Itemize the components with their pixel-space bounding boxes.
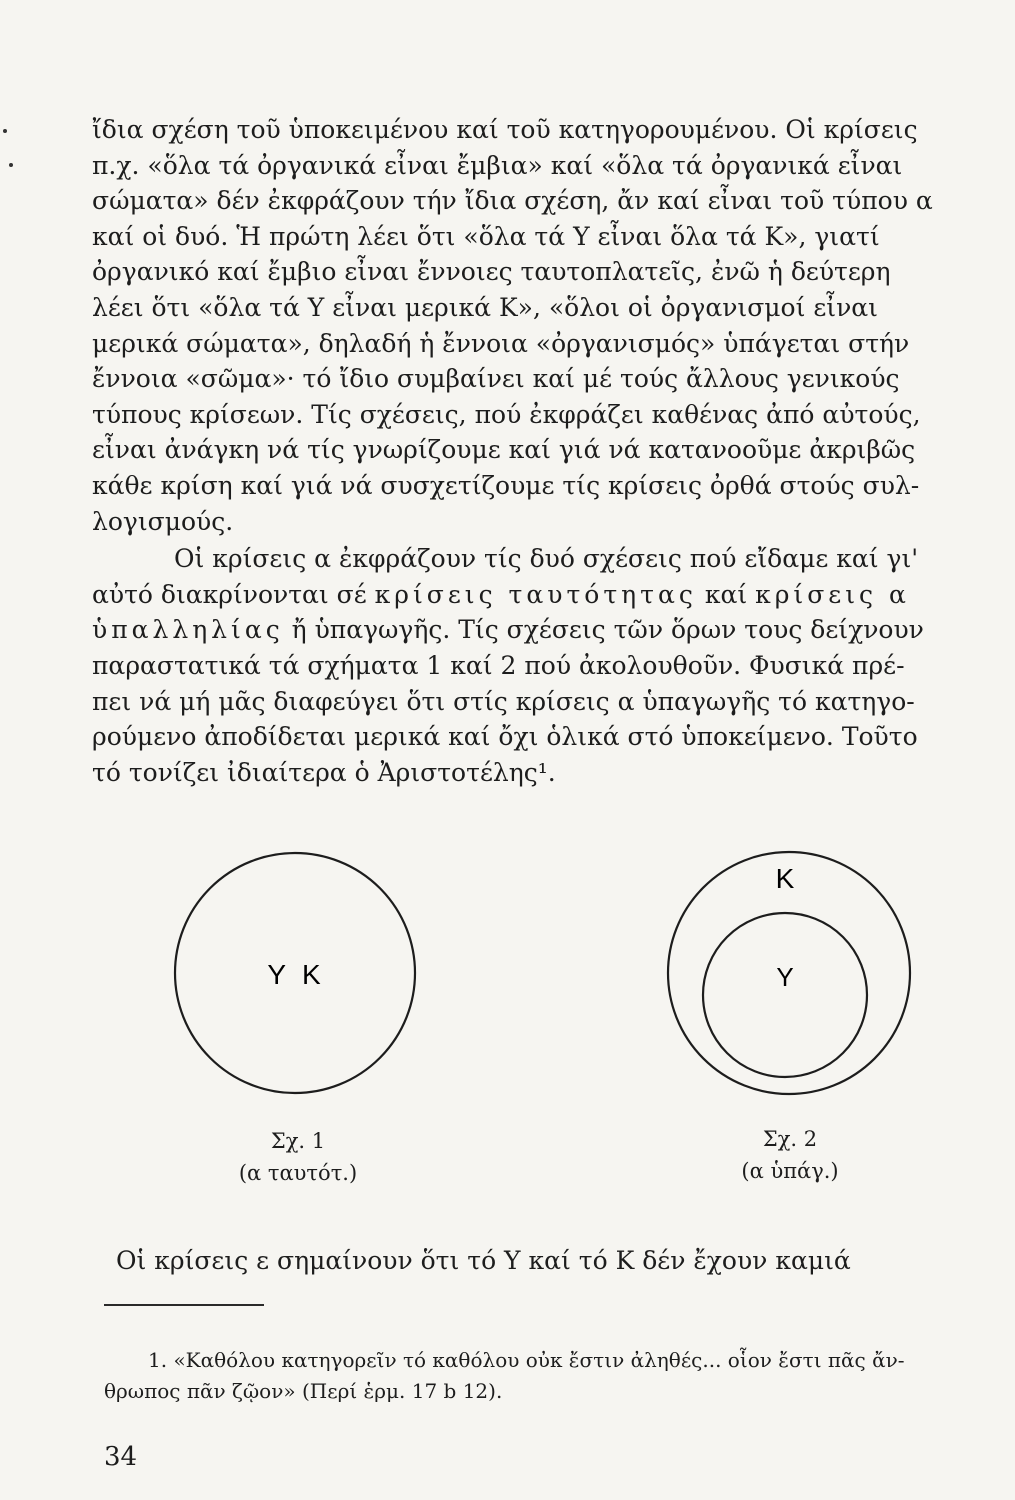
circle-inner-y — [703, 913, 867, 1077]
text-line: ρούμενο ἀποδίδεται μερικά καί ὄχι ὁλικά στό ὑποκείμενο. Τοῦτο — [92, 722, 918, 752]
footnote-line: θρωπος πᾶν ζῷον» (Περί ἑρμ. 17 b 12). — [104, 1379, 503, 1403]
text-line: παραστατικά τά σχήματα 1 καί 2 πού ἀκολουθοῦν. Φυσικά πρέ- — [92, 650, 905, 680]
label-k: Κ — [775, 863, 795, 894]
margin-mark — [3, 129, 7, 133]
figure-2-caption — [690, 1123, 890, 1187]
figure-1-caption — [198, 1125, 398, 1189]
spaced-term: ὑπαλληλίας — [92, 615, 284, 645]
footnote-rule — [104, 1304, 264, 1306]
spaced-term: κρίσεις ταυτότητας — [374, 579, 697, 609]
text-line: πει νά μή μᾶς διαφεύγει ὅτι στίς κρίσεις α ὑπαγωγῆς τό κατηγο- — [92, 686, 915, 716]
text-line: Οἱ κρίσεις α ἐκφράζουν τίς δυό σχέσεις πού εἴδαμε καί γι' — [174, 544, 919, 574]
caption-text: (α ὑπάγ.) — [741, 1159, 839, 1183]
text-run: αὐτό διακρίνονται σέ — [92, 579, 375, 609]
circle-outer — [175, 853, 415, 1093]
caption-number: Σχ. 2 — [762, 1127, 818, 1151]
label-y: Υ — [267, 959, 286, 990]
text-line: εἶναι ἀνάγκη νά τίς γνωρίζουμε καί γιά νά κατανοοῦμε ἀκριβῶς — [92, 435, 916, 465]
footnote — [104, 1345, 966, 1407]
body-text — [92, 112, 962, 790]
text-line: λογισμούς. — [92, 506, 234, 536]
text-line: λέει ὅτι «ὅλα τά Υ εἶναι μερικά Κ», «ὅλοι οἱ ὀργανισμοί εἶναι — [92, 292, 878, 322]
text-run: ἤ ὑπαγωγῆς. Τίς σχέσεις τῶν ὅρων τους δείχνουν — [283, 615, 924, 645]
text-line: τύπους κρίσεων. Τίς σχέσεις, πού ἐκφράζει καθένας ἀπό αὐτούς, — [92, 399, 921, 429]
text-line: μερικά σώματα», δηλαδή ἡ ἔννοια «ὀργανισμός» ὑπάγεται στήν — [92, 328, 910, 358]
text-line — [92, 612, 962, 648]
label-y: Υ — [776, 962, 794, 992]
text-line: τό τονίζει ἰδιαίτερα ὁ Ἀριστοτέλης¹. — [92, 757, 556, 787]
text-run: καί — [696, 579, 756, 609]
caption-number: Σχ. 1 — [270, 1129, 326, 1153]
paragraph-1 — [92, 112, 962, 539]
text-line: σώματα» δέν ἐκφράζουν τήν ἴδια σχέση, ἄν καί εἶναι τοῦ τύπου α — [92, 186, 933, 216]
page-number: 34 — [104, 1442, 138, 1472]
text-line: π.χ. «ὅλα τά ὀργανικά εἶναι ἔμβια» καί «ὅλα τά ὀργανικά εἶναι — [92, 150, 903, 180]
text-line — [92, 577, 962, 613]
text-line: ἴδια σχέση τοῦ ὑποκειμένου καί τοῦ κατηγορουμένου. Οἱ κρίσεις — [92, 115, 918, 144]
footnote-line: 1. «Καθόλου κατηγορεῖν τό καθόλου οὐκ ἔστιν ἀληθές... οἷον ἔστι πᾶς ἄν- — [148, 1348, 905, 1372]
spaced-term: κρίσεις α — [755, 579, 910, 609]
paragraph-2 — [92, 541, 962, 790]
label-k: Κ — [302, 959, 321, 990]
continuation-text: Οἱ κρίσεις ε σημαίνουν ὅτι τό Υ καί τό Κ δέν ἔχουν καμιά — [116, 1246, 851, 1275]
text-line: ἔννοια «σῶμα»· τό ἴδιο συμβαίνει καί μέ τούς ἄλλους γενικούς — [92, 364, 900, 394]
text-line: ὀργανικό καί ἔμβιο εἶναι ἔννοιες ταυτοπλατεῖς, ἐνῶ ἡ δεύτερη — [92, 257, 891, 287]
text-line: καί οἱ δυό. Ἡ πρώτη λέει ὅτι «ὅλα τά Υ εἶναι ὅλα τά Κ», γιατί — [92, 221, 880, 251]
figure-1-diagram — [170, 848, 420, 1098]
text-line: κάθε κρίση καί γιά νά συσχετίζουμε τίς κρίσεις ὀρθά στούς συλ- — [92, 470, 920, 500]
figure-2-diagram — [664, 848, 914, 1098]
margin-mark — [9, 163, 13, 167]
caption-text: (α ταυτότ.) — [238, 1161, 358, 1185]
